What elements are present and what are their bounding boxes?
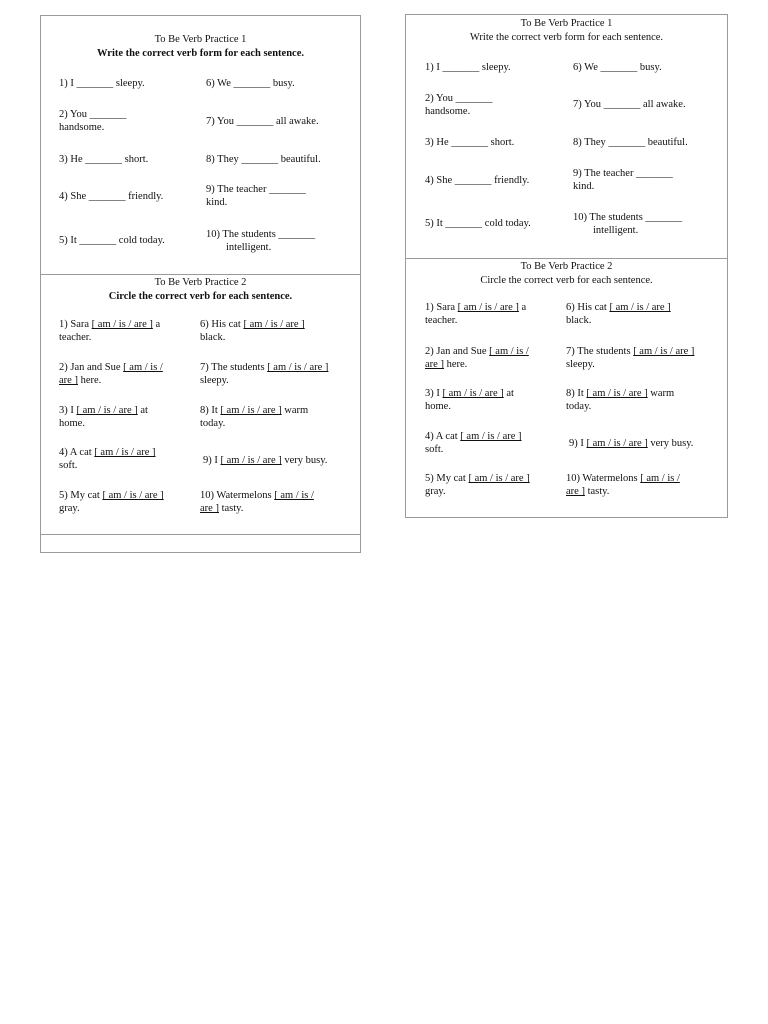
practice1-item-4: 4) She _______ friendly. (59, 191, 164, 202)
practice1-item-3: 3) He _______ short. (59, 154, 149, 165)
practice2-item-9: 9) I [ am / is / are ] very busy. (203, 455, 328, 466)
practice1-item-5: 5) It _______ cold today. (425, 218, 531, 229)
practice1-item-2: 2) You _______ handsome. (425, 93, 493, 117)
practice2-item-4: 4) A cat [ am / is / are ] soft. (59, 447, 156, 471)
practice2-item-5: 5) My cat [ am / is / are ] gray. (425, 473, 530, 497)
practice1-item-8: 8) They _______ beautiful. (573, 137, 688, 148)
practice2-item-3: 3) I [ am / is / are ] at home. (59, 405, 148, 429)
right-worksheet (405, 14, 728, 518)
practice2-item-7: 7) The students [ am / is / are ] sleepy. (566, 346, 695, 370)
practice2-item-8: 8) It [ am / is / are ] warm today. (200, 405, 309, 429)
left-worksheet (40, 15, 361, 553)
section-divider (406, 258, 727, 259)
practice2-title: To Be Verb Practice 2 (154, 277, 247, 288)
practice2-title: To Be Verb Practice 2 (520, 261, 613, 272)
practice2-item-10: 10) Watermelons [ am / is / are ] tasty. (566, 473, 680, 497)
practice1-item-7: 7) You _______ all awake. (206, 116, 319, 127)
practice1-item-7: 7) You _______ all awake. (573, 99, 686, 110)
practice2-item-1: 1) Sara [ am / is / are ] a teacher. (59, 319, 161, 343)
practice1-item-6: 6) We _______ busy. (573, 62, 662, 73)
practice2-instruction: Circle the correct verb for each sentence. (108, 291, 293, 302)
practice1-instruction: Write the correct verb form for each sentence. (469, 32, 664, 43)
practice1-item-8: 8) They _______ beautiful. (206, 154, 321, 165)
practice2-item-8: 8) It [ am / is / are ] warm today. (566, 388, 675, 412)
practice1-item-9: 9) The teacher _______ kind. (206, 184, 306, 208)
practice2-instruction: Circle the correct verb for each sentence. (480, 275, 653, 286)
section-divider (41, 274, 360, 275)
practice1-instruction: Write the correct verb form for each sentence. (97, 48, 304, 59)
practice1-item-6: 6) We _______ busy. (206, 78, 295, 89)
practice1-item-1: 1) I _______ sleepy. (59, 78, 145, 89)
practice2-item-2: 2) Jan and Sue [ am / is / are ] here. (59, 362, 163, 386)
practice2-item-7: 7) The students [ am / is / are ] sleepy. (200, 362, 329, 386)
practice2-item-9: 9) I [ am / is / are ] very busy. (569, 438, 694, 449)
practice1-title: To Be Verb Practice 1 (520, 18, 613, 29)
practice2-item-2: 2) Jan and Sue [ am / is / are ] here. (425, 346, 529, 370)
practice1-item-2: 2) You _______ handsome. (59, 109, 127, 133)
practice1-item-9: 9) The teacher _______ kind. (573, 168, 673, 192)
practice1-item-5: 5) It _______ cold today. (59, 235, 165, 246)
practice2-item-3: 3) I [ am / is / are ] at home. (425, 388, 514, 412)
practice2-item-4: 4) A cat [ am / is / are ] soft. (425, 431, 522, 455)
practice1-item-4: 4) She _______ friendly. (425, 175, 530, 186)
practice1-item-10: 10) The students _______ intelligent. (206, 229, 316, 253)
practice2-item-5: 5) My cat [ am / is / are ] gray. (59, 490, 164, 514)
practice2-item-10: 10) Watermelons [ am / is / are ] tasty. (200, 490, 314, 514)
empty-footer-row (41, 534, 360, 535)
practice1-item-10: 10) The students _______ intelligent. (573, 212, 683, 236)
practice1-item-1: 1) I _______ sleepy. (425, 62, 511, 73)
practice1-title: To Be Verb Practice 1 (154, 34, 247, 45)
practice1-item-3: 3) He _______ short. (425, 137, 515, 148)
practice2-item-6: 6) His cat [ am / is / are ] black. (200, 319, 305, 343)
practice2-item-1: 1) Sara [ am / is / are ] a teacher. (425, 302, 527, 326)
practice2-item-6: 6) His cat [ am / is / are ] black. (566, 302, 671, 326)
